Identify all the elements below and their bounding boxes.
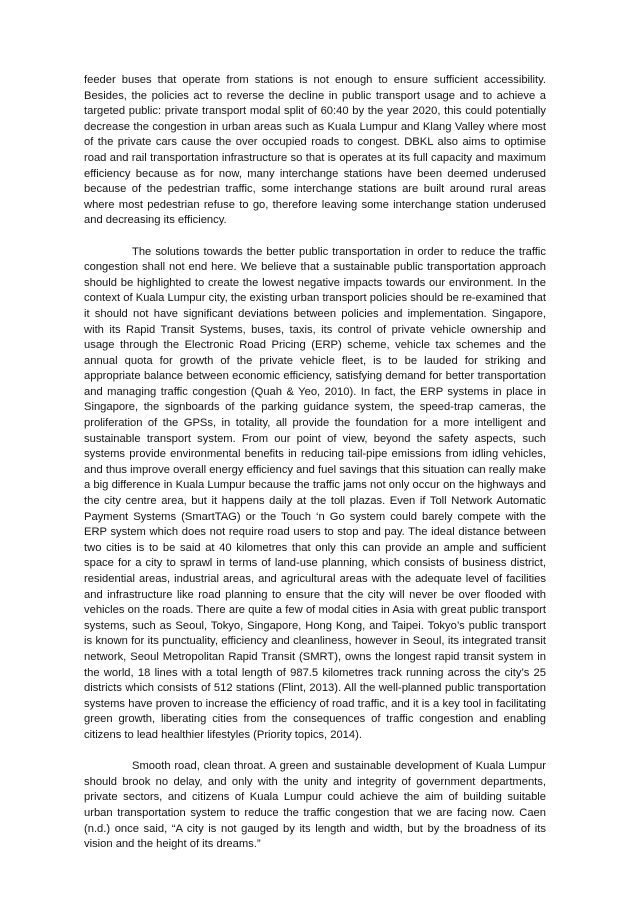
paragraph-conclusion: Smooth road, clean throat. A green and sustainable development of Kuala Lumpur should brook no delay, and only with the unity and integrity of government departments, private sectors, and citizens of Kuala Lumpur could achieve the aim of building suitable urban transportation system to reduce the traffic congestion that we are facing now. Caen (n.d.) once said, “A city is not gauged by its length and width, but by the broadness of its vision and the height of its dreams.” [84, 760, 546, 851]
paragraph-solutions: The solutions towards the better public transportation in order to reduce the traffic congestion shall not end here. We believe that a sustainable public transportation approach should be highlighted to create the lowest negative impacts towards our environment. In the context of Kuala Lumpur city, the existing urban transport policies should be re-examined that it should not have significant deviations between policies and implementation. Singapore, with its Rapid Transit Systems, buses, taxis, its control of private vehicle ownership and usage through the Electronic Road Pricing (ERP) scheme, vehicle tax schemes and the annual quota for growth of the private vehicle fleet, is to be lauded for striking and appropriate balance between economic efficiency, satisfying demand for better transportation and managing traffic congestion (Quah & Yeo, 2010). In fact, the ERP systems in place in Singapore, the signboards of the parking guidance system, the speed-trap cameras, the proliferation of the GPSs, in totality, all provide the foundation for a more intelligent and sustainable transport system. From our point of view, beyond the safety aspects, such systems provide environmental benefits in reducing tail-pipe emissions from idling vehicles, and thus improve overall energy efficiency and fuel savings that this situation can really make a big difference in Kuala Lumpur because the traffic jams not only occur on the highways and the city centre area, but it happens daily at the toll plazas. Even if Toll Network Automatic Payment Systems (SmartTAG) or the Touch ‘n Go system could barely compete with the ERP system which does not require road users to stop and pay. The ideal distance between two cities is to be said at 40 kilometres that only this can provide an ample and sufficient space for a city to sprawl in terms of land-use planning, which consists of business district, residential areas, industrial areas, and agricultural areas with the adequate level of facilities and infrastructure like road planning to ensure that the city will never be over flooded with vehicles on the roads. There are quite a few of modal cities in Asia with great public transport systems, such as Seoul, Tokyo, Singapore, Hong Kong, and Taipei. Tokyo’s public transport is known for its punctuality, efficiency and cleanliness, however in Seoul, its integrated transit network, Seoul Metropolitan Rapid Transit (SMRT), owns the longest rapid transit system in the world, 18 lines with a total length of 987.5 kilometres track running across the city’s 25 districts which consists of 512 stations (Flint, 2013). All the well-planned public transportation systems have proven to increase the efficiency of road traffic, and it is a key tool in facilitating green growth, liberating cities from the consequences of traffic congestion and enabling citizens to lead healthier lifestyles (Priority topics, 2014). [84, 245, 546, 741]
document-page [84, 73, 546, 853]
paragraph-spacer [84, 229, 546, 245]
paragraph-continuation: feeder buses that operate from stations is not enough to ensure sufficient accessibility. Besides, the policies act to reverse the decline in public transport usage and to achieve a targeted public: private transport modal split of 60:40 by the year 2020, this could potentially decrease the congestion in urban areas such as Kuala Lumpur and Klang Valley where most of the private cars cause the over occupied roads to congest. DBKL also aims to optimise road and rail transportation infrastructure so that is operates at its full capacity and maximum efficiency because as for now, many interchange stations have been deemed underused because of the pedestrian traffic, some interchange stations are built around rural areas where most pedestrian refuse to go, therefore leaving some interchange station underused and decreasing its efficiency. [84, 74, 546, 227]
paragraph-spacer [84, 744, 546, 760]
